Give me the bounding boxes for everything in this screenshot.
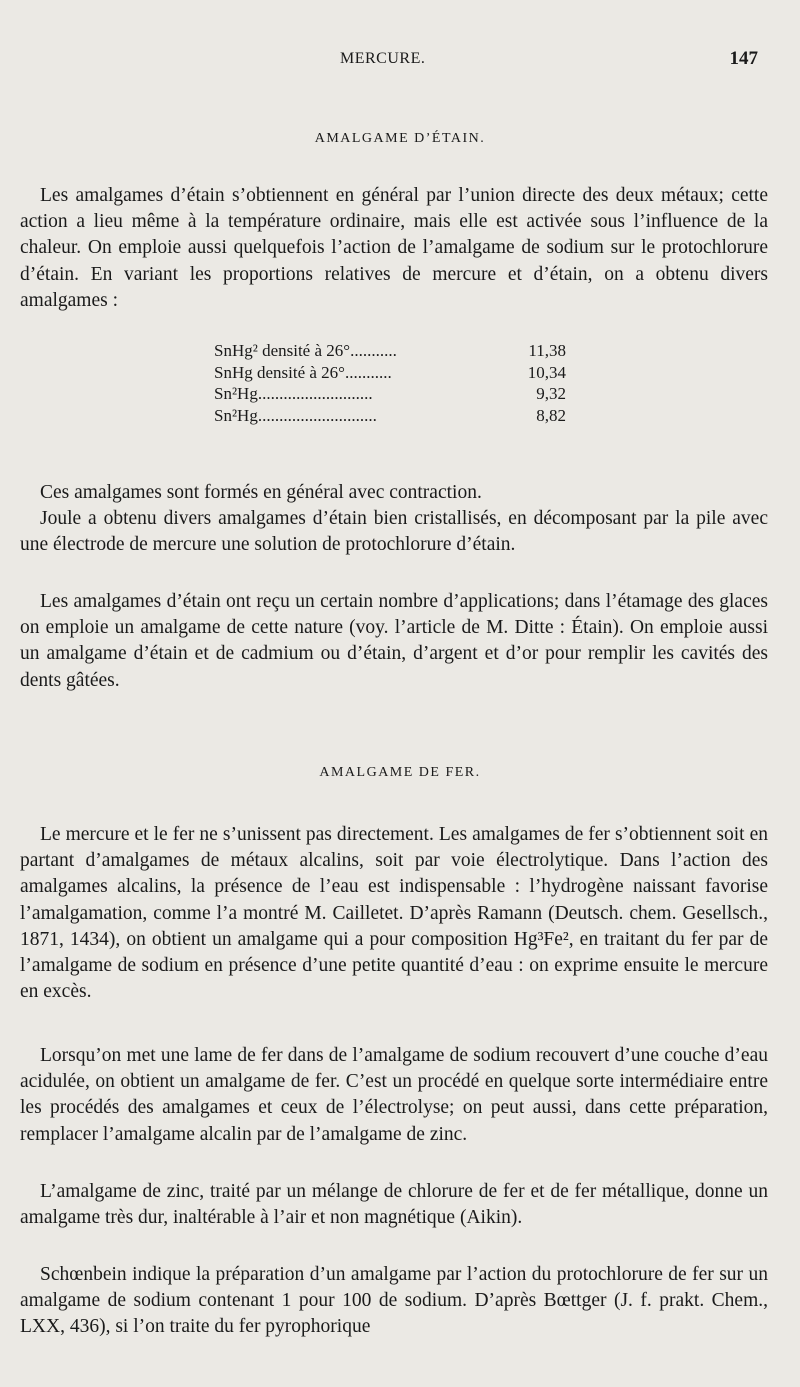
paragraph: Les amalgames d’étain s’obtiennent en général par l’union directe des deux métaux; cette action a lieu même à la température ordinaire, mais elle est activée sous l’influence de la chaleur. On emploie aussi quelquefois l’action de l’amalgame de sodium sur le protochlorure d’étain. En variant les proportions relatives de mercure et d’étain, on a obtenu divers amalgames : bbox=[20, 185, 768, 311]
density-value: 8,82 bbox=[536, 405, 566, 425]
page-number: 147 bbox=[729, 48, 758, 69]
density-value: 9,32 bbox=[536, 384, 566, 403]
paragraph: Joule a obtenu divers amalgames d’étain bien cristallisés, en décomposant par la pile avec une électrode de mercure une solution de protochlorure d’étain. bbox=[20, 508, 768, 556]
section-title-etain: AMALGAME D’ÉTAIN. bbox=[314, 131, 486, 146]
page-header bbox=[0, 46, 800, 76]
density-value: 10,34 bbox=[527, 362, 566, 382]
table-row bbox=[214, 405, 566, 427]
table-row bbox=[214, 383, 566, 405]
paragraph: Lorsqu’on met une lame de fer dans de l’amalgame de sodium recouvert d’une couche d’eau acidulée, on obtient un amalgame de fer. C’est un procédé en quelque sorte intermédiaire entre les procédés des amalgames et ceux de l’électrolyse; on peut aussi, dans cette préparation, remplacer l’amalgame alcalin par de l’amalgame de zinc. bbox=[20, 1045, 768, 1145]
running-title: MERCURE. bbox=[340, 50, 426, 67]
amalgam-formula: SnHg² densité à 26°........... bbox=[214, 341, 397, 360]
amalgam-formula: Sn²Hg........................... bbox=[214, 384, 373, 403]
paragraph: Le mercure et le fer ne s’unissent pas directement. Les amalgames de fer s’obtiennent soit en partant d’amalgames de métaux alcalins, soit par voie électrolytique. Dans l’action des amalgames alcalins, la présence de l’eau est indispensable : l’hydrogène naissant favorise l’amalgamation, comme l’a montré M. Cailletet. D’après Ramann (Deutsch. chem. Gesellsch., 1871, 1434), on obtient un amalgame qui a pour composition Hg³Fe², en traitant du fer par de l’amalgame de sodium en présence d’une petite quantité d’eau : on exprime ensuite le mercure en excès. bbox=[20, 824, 768, 1003]
paragraph: L’amalgame de zinc, traité par un mélange de chlorure de fer et de fer métallique, donne un amalgame très dur, inaltérable à l’air et non magnétique (Aikin). bbox=[20, 1181, 768, 1229]
table-row bbox=[214, 362, 566, 384]
section-title-fer: AMALGAME DE FER. bbox=[319, 765, 481, 780]
density-value: 11,38 bbox=[528, 341, 566, 360]
paragraph: Schœnbein indique la préparation d’un amalgame par l’action du protochlorure de fer sur un amalgame de sodium contenant 1 pour 100 de sodium. D’après Bœttger (J. f. prakt. Chem., LXX, 436), si l’on traite du fer pyrophorique bbox=[20, 1264, 768, 1338]
amalgam-formula: SnHg densité à 26°........... bbox=[214, 362, 392, 382]
density-table bbox=[214, 340, 566, 426]
paragraph: Ces amalgames sont formés en général avec contraction. bbox=[40, 482, 482, 503]
table-row bbox=[214, 340, 566, 362]
amalgam-formula: Sn²Hg............................ bbox=[214, 405, 377, 425]
paragraph: Les amalgames d’étain ont reçu un certain nombre d’applications; dans l’étamage des glaces on emploie un amalgame de cette nature (voy. l’article de M. Ditte : Étain). On emploie aussi un amalgame d’étain et de cadmium ou d’étain, d’argent et d’or pour remplir les cavités des dents gâtées. bbox=[20, 591, 768, 691]
